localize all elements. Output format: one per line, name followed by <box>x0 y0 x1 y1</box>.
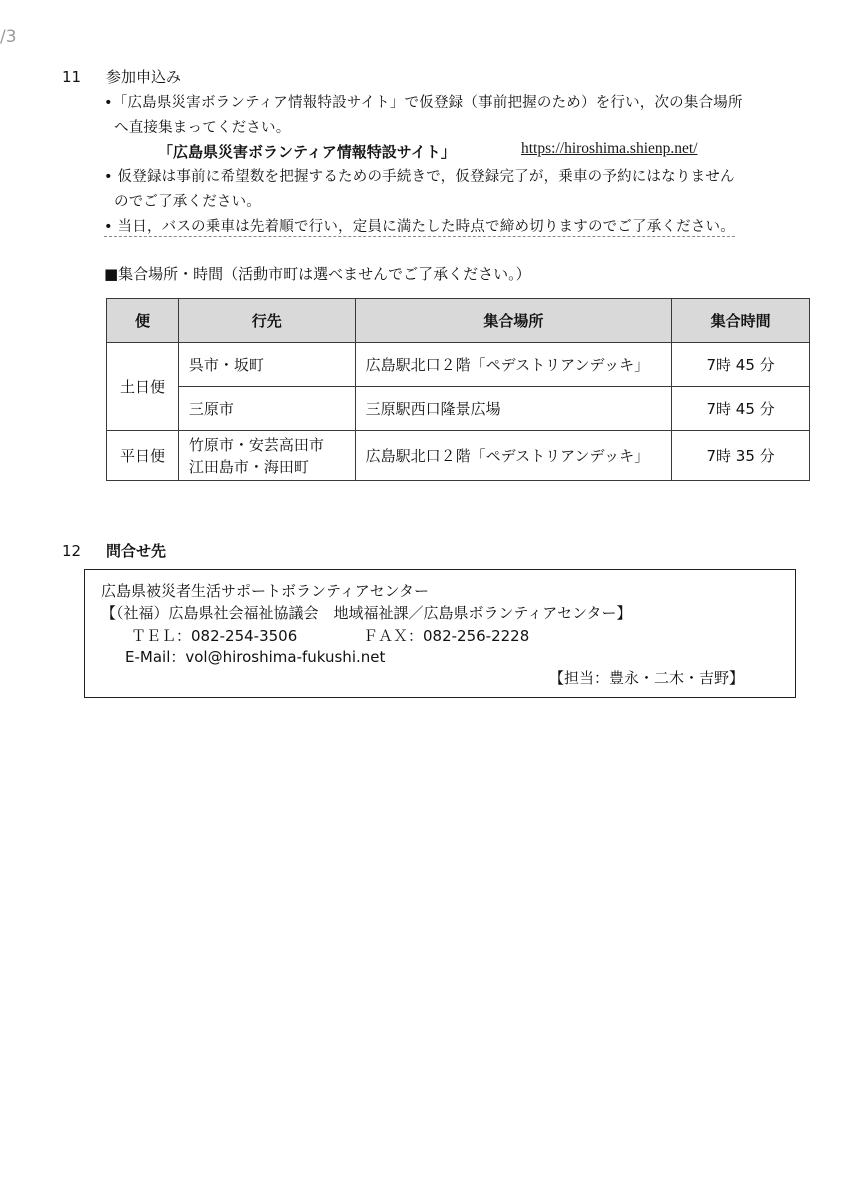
contact-org: 広島県被災者生活サポートボランティアセンター <box>101 582 430 600</box>
table-caption: ■集合場所・時間（活動市町は選べませんでご了承ください。） <box>104 265 531 283</box>
destination-cell <box>178 431 355 481</box>
section-11-heading <box>62 66 181 87</box>
site-url-link[interactable]: https://hiroshima.shienp.net/ <box>521 140 698 157</box>
service-weekday: 平日便 <box>107 431 179 481</box>
header-service: 便 <box>107 299 179 343</box>
destination-cell: 呉市・坂町 <box>178 343 355 387</box>
place-cell: 三原駅西口隆景広場 <box>355 387 671 431</box>
time-cell: 7時 35 分 <box>672 431 810 481</box>
page-number: /3 <box>0 27 17 47</box>
table-row <box>107 387 810 431</box>
section-11-title: 参加申込み <box>106 68 182 86</box>
service-weekend: 土日便 <box>107 343 179 431</box>
table-header-row <box>107 299 810 343</box>
contact-email: E-Mail：vol@hiroshima-fukushi.net <box>125 648 386 666</box>
bullet-note-line1: • 仮登録は事前に希望数を把握するための手続きで，仮登録完了が，乗車の予約にはなりません <box>104 169 735 185</box>
header-destination: 行先 <box>178 299 355 343</box>
destination-line: 竹原市・安芸高田市 <box>188 435 324 454</box>
section-11-number: 11 <box>62 68 82 86</box>
contact-fax: ＦＡＸ：082-256-2228 <box>363 627 530 645</box>
bullet-note-line2: のでご了承ください。 <box>114 194 261 210</box>
bullet-registration-line2: へ直接集まってください。 <box>114 120 291 136</box>
destination-cell: 三原市 <box>178 387 355 431</box>
time-cell: 7時 45 分 <box>672 343 810 387</box>
place-cell: 広島駅北口２階「ペデストリアンデッキ」 <box>355 431 671 481</box>
section-12-number: 12 <box>62 542 82 560</box>
place-cell: 広島駅北口２階「ペデストリアンデッキ」 <box>355 343 671 387</box>
contact-staff: 【担当：豊永・二木・吉野】 <box>549 669 745 687</box>
bullet-registration-line1: •「広島県災害ボランティア情報特設サイト」で仮登録（事前把握のため）を行い，次の集合場所 <box>104 95 743 111</box>
contact-box <box>84 569 796 698</box>
contact-tel: ＴＥＬ：082-254-3506 <box>131 627 298 645</box>
destination-line: 江田島市・海田町 <box>188 457 309 476</box>
contact-org-sub: 【（社福）広島県社会福祉協議会 地域福祉課／広島県ボランティアセンター】 <box>101 604 632 622</box>
section-12-title: 問合せ先 <box>106 542 167 560</box>
header-meeting-place: 集合場所 <box>355 299 671 343</box>
time-cell: 7時 45 分 <box>672 387 810 431</box>
bullet-boarding-note: • 当日，バスの乗車は先着順で行い，定員に満たした時点で締め切りますのでご了承ください。 <box>104 215 735 237</box>
site-name: 「広島県災害ボランティア情報特設サイト」 <box>158 143 456 161</box>
table-row <box>107 343 810 387</box>
section-12-heading <box>62 540 166 561</box>
header-meeting-time: 集合時間 <box>672 299 810 343</box>
schedule-table <box>106 298 810 481</box>
table-row <box>107 431 810 481</box>
